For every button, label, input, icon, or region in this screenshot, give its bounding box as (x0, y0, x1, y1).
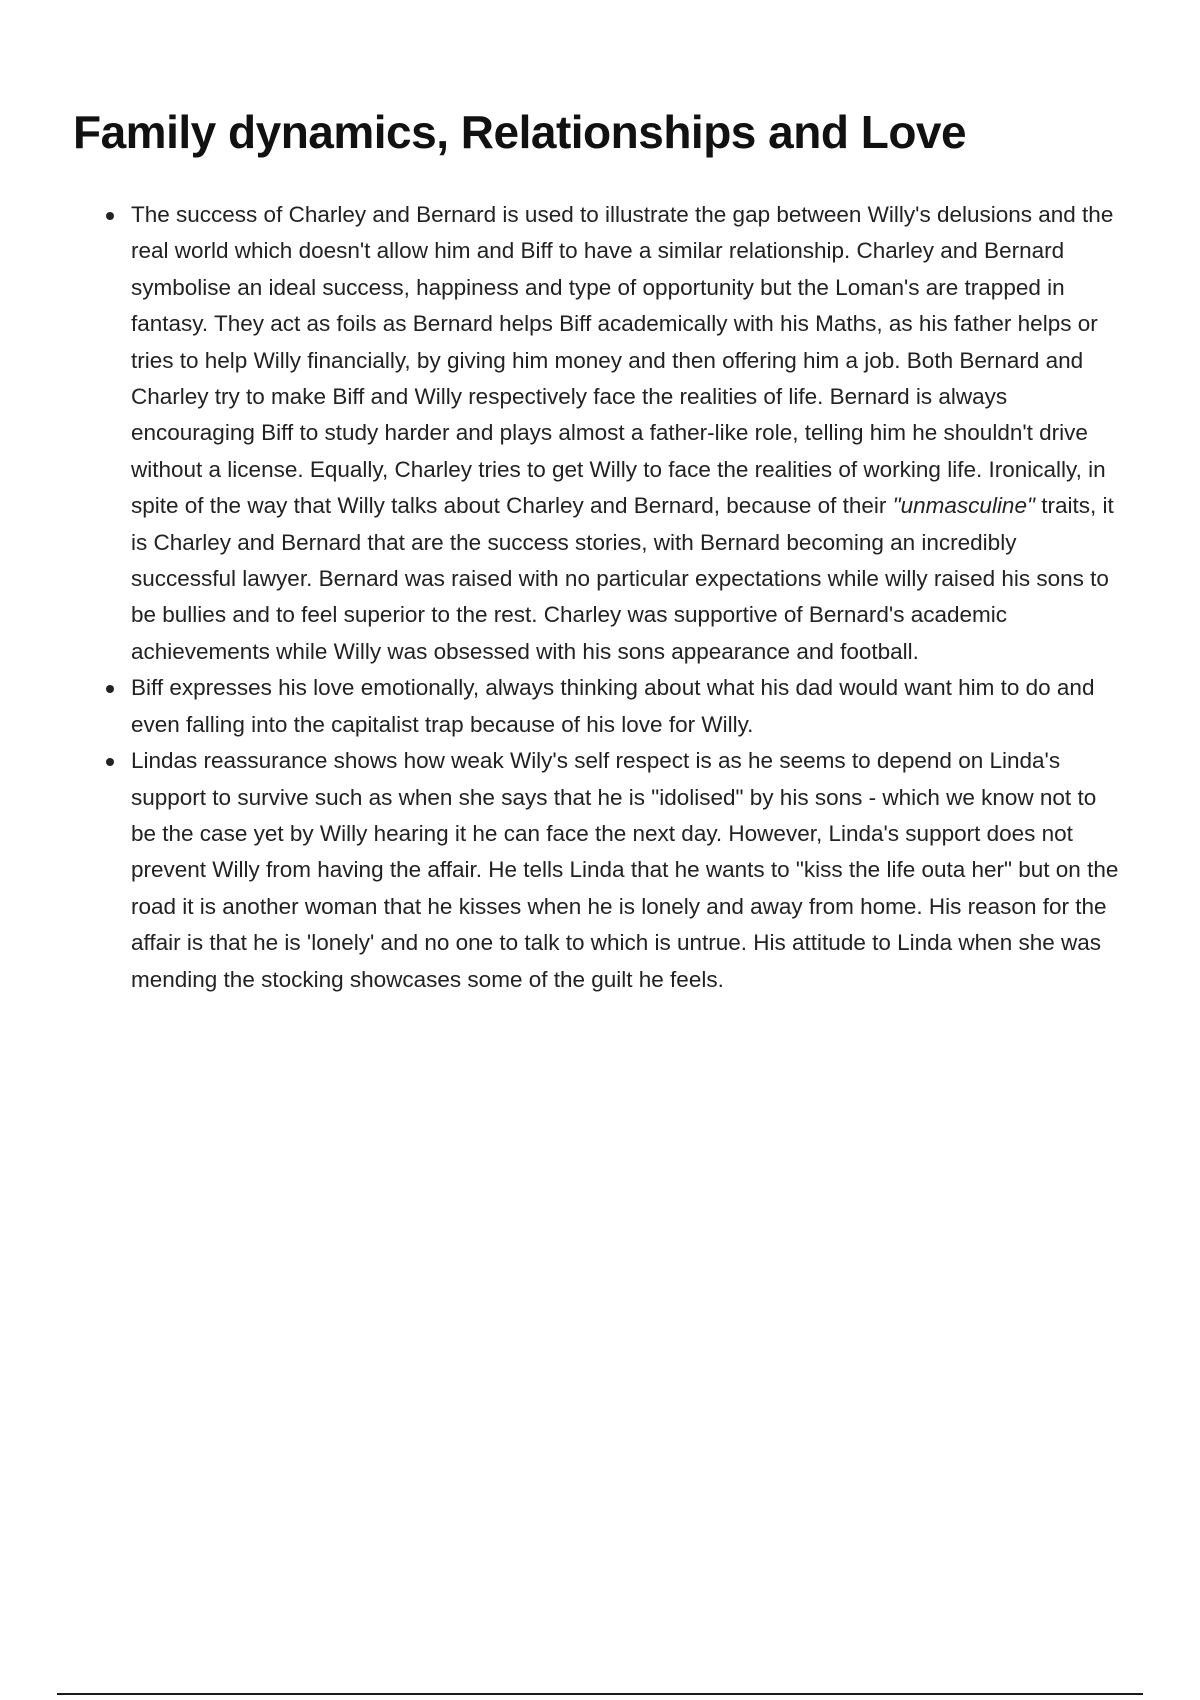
bullet-emphasis: "unmasculine" (892, 493, 1035, 519)
page-bottom-divider (57, 1693, 1143, 1695)
bullet-text: Lindas reassurance shows how weak Wily's self respect is as he seems to depend on Linda's support to survive such as when she says that he is "idolised" by his sons - which we know not to be the case yet by Willy hearing it he can face the next day. However, Linda's support does not prevent Willy from having the affair. He tells Linda that he wants to "kiss the life outa her" but on the road it is another woman that he kisses when he is lonely and away from home. His reason for the affair is that he is 'lonely' and no one to talk to which is untrue. His attitude to Linda when she was mending the stocking showcases some of the guilt he feels. (131, 748, 1119, 992)
bullet-text-part: traits, it is Charley and Bernard that are the success stories, with Bernard becoming an incredibly successful lawyer. Bernard was raised with no particular expectations while willy raised his sons to be bullies and to feel superior to the rest. Charley was supportive of Bernard's academic achievements while Willy was obsessed with his sons appearance and football. (131, 493, 1114, 664)
bullet-item-charley-bernard (131, 197, 1121, 670)
bullet-text: Biff expresses his love emotionally, always thinking about what his dad would want him to do and even falling into the capitalist trap because of his love for Willy. (131, 675, 1095, 737)
bullet-text-part: The success of Charley and Bernard is used to illustrate the gap between Willy's delusions and the real world which doesn't allow him and Biff to have a similar relationship. Charley and Bernard symbolise an ideal success, happiness and type of opportunity but the Loman's are trapped in fantasy. They act as foils as Bernard helps Biff academically with his Maths, as his father helps or tries to help Willy financially, by giving him money and then offering him a job. Both Bernard and Charley try to make Biff and Willy respectively face the realities of life. Bernard is always encouraging Biff to study harder and plays almost a father-like role, telling him he shouldn't drive without a license. Equally, Charley tries to get Willy to face the realities of working life. Ironically, in spite of the way that Willy talks about Charley and Bernard, because of their (131, 202, 1114, 519)
bullet-item-linda-reassurance (131, 743, 1121, 998)
page-title: Family dynamics, Relationships and Love (73, 106, 967, 158)
bullet-item-biff-love (131, 670, 1121, 743)
bullet-list (131, 197, 1121, 998)
